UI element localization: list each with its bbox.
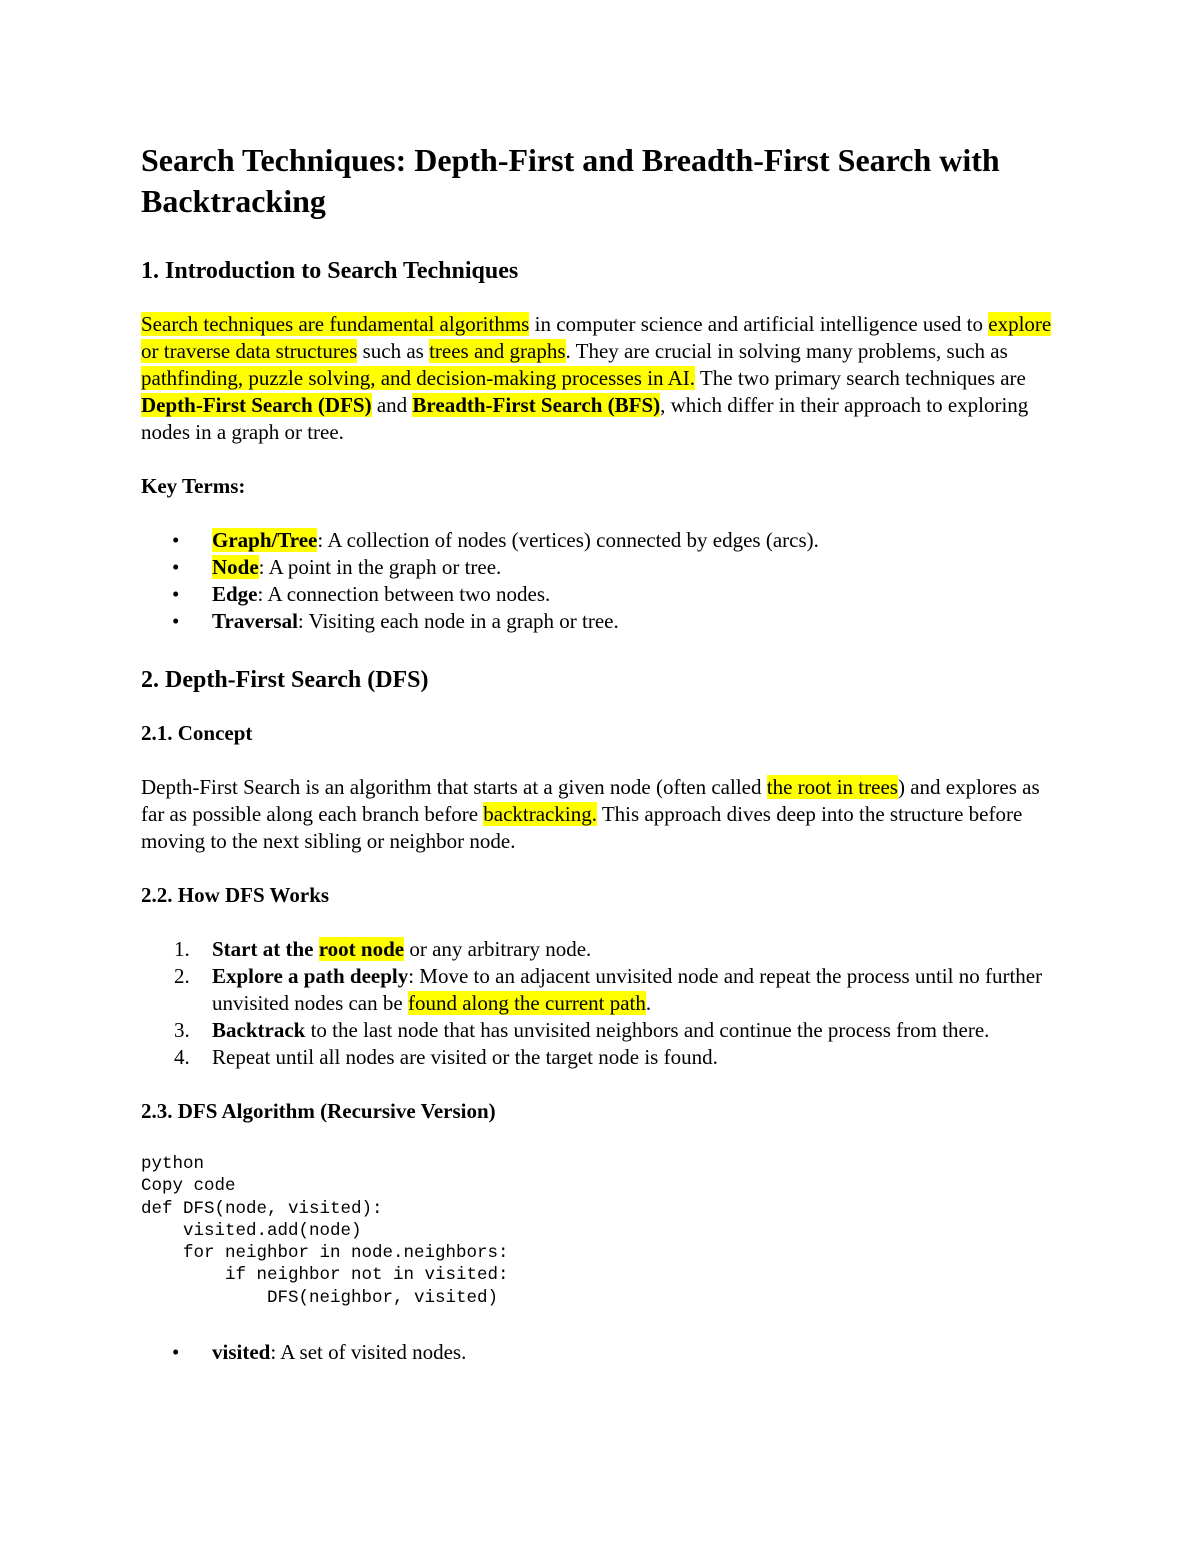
highlight: trees and graphs [429,339,566,363]
variables-list [141,1339,1060,1366]
highlight: explore or traverse data structures [141,312,1052,363]
list-item: • visited: A set of visited nodes. [141,1339,1060,1366]
list-item: • Traversal: Visiting each node in a graph or tree. [141,608,1060,635]
list-item: • Edge: A connection between two nodes. [141,581,1060,608]
highlight-bold: Depth-First Search (DFS) [141,393,372,417]
section-2-heading: 2. Depth-First Search (DFS) [141,667,429,693]
highlight: Search techniques are fundamental algorithms [141,312,530,336]
intro-paragraph: Search techniques are fundamental algorithms in computer science and artificial intelligence used to explore or traverse data structures such as trees and graphs. They are crucial in solving many problems, such as pathfinding, puzzle solving, and decision-making processes in AI. The two primary search techniques are Depth-First Search (DFS) and Breadth-First Search (BFS), which differ in their approach to exploring nodes in a graph or tree. [141,312,1052,444]
highlight: backtracking. [483,802,597,826]
concept-paragraph: Depth-First Search is an algorithm that starts at a given node (often called the root in trees) and explores as far as possible along each branch before backtracking. This approach dives deep into the structure before moving to the next sibling or neighbor node. [141,775,1040,853]
section-1-heading: 1. Introduction to Search Techniques [141,258,519,284]
list-item: • Graph/Tree: A collection of nodes (vertices) connected by edges (arcs). [141,527,1060,554]
code-block: python Copy code def DFS(node, visited): visited.add(node) for neighbor in node.neighbors: if neighbor not in visited: DFS(neighbor, visited) [141,1154,509,1308]
highlight-bold: Breadth-First Search (BFS) [412,393,661,417]
list-item: 3. Backtrack to the last node that has unvisited neighbors and continue the process from there. [174,1018,990,1042]
document-title: Search Techniques: Depth-First and Breadth-First Search with Backtracking [141,142,1000,219]
dfs-steps-list [141,936,1060,1071]
list-item: 4. Repeat until all nodes are visited or the target node is found. [174,1045,718,1069]
concept-heading: 2.1. Concept [141,721,253,745]
key-terms-label: Key Terms: [141,474,246,498]
highlight: the root in trees [766,775,898,799]
list-item: 2. Explore a path deeply: Move to an adjacent unvisited node and repeat the process until no further unvisited nodes can be found along the current path. [174,964,1043,1015]
list-item: 1. Start at the root node or any arbitrary node. [174,937,592,961]
highlight: pathfinding, puzzle solving, and decision-making processes in AI. [141,366,696,390]
how-dfs-works-heading: 2.2. How DFS Works [141,883,330,907]
dfs-algorithm-heading: 2.3. DFS Algorithm (Recursive Version) [141,1099,496,1123]
list-item: • Node: A point in the graph or tree. [141,554,1060,581]
key-terms-list [141,527,1060,635]
